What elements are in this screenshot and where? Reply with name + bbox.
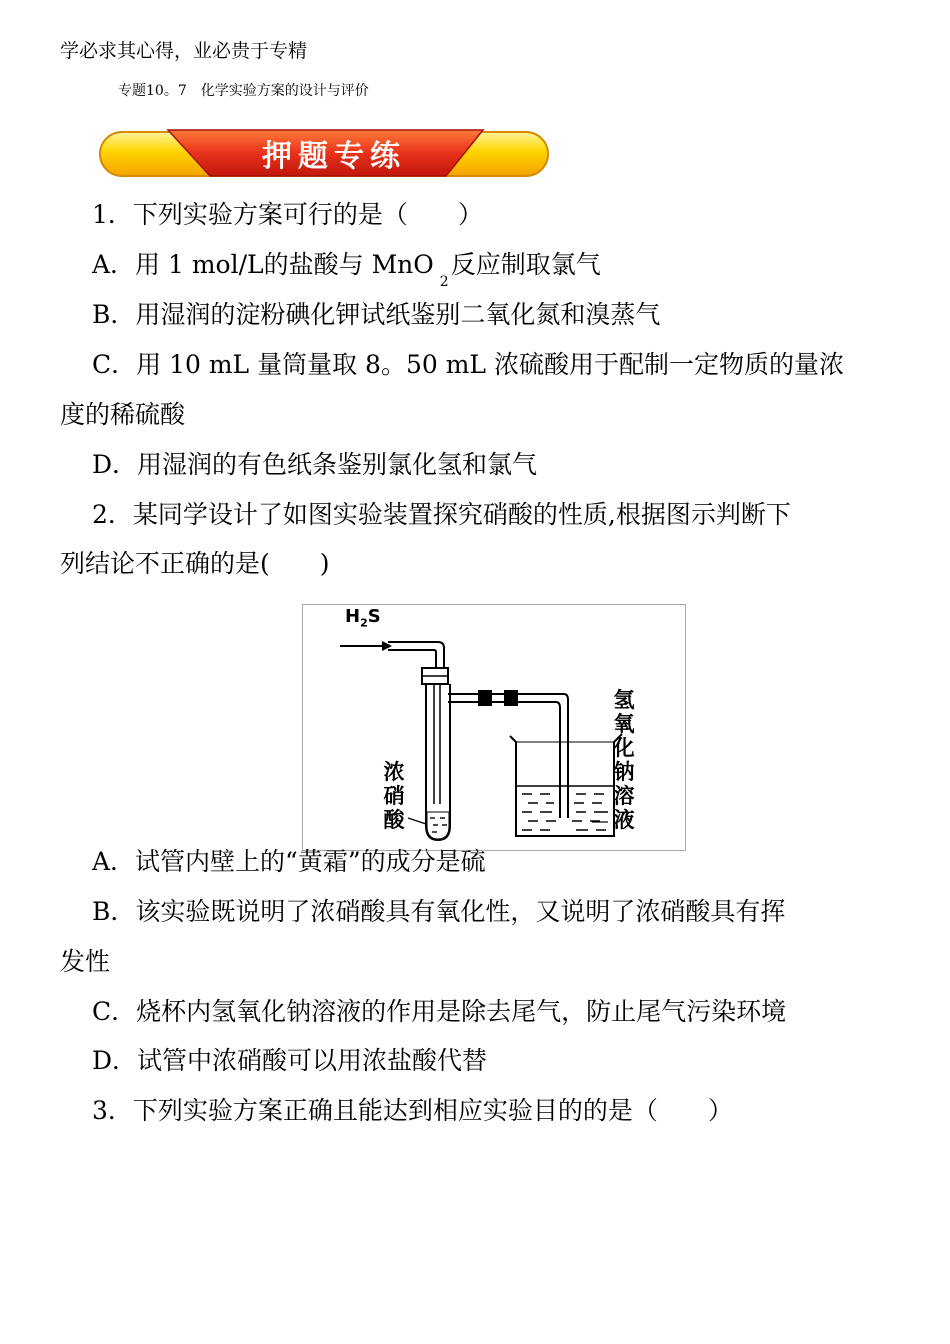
sodium-hydroxide-solution-label: 氢氧化钠溶液 [613,688,635,832]
q2-option-a: A．试管内壁上的“黄霜”的成分是硫 [92,847,486,876]
q1-option-c-cont: 度的稀硫酸 [60,400,186,429]
q1-option-a-tail: 反应制取氯气 [450,250,601,279]
q1-option-a-text: A．用 1 mol/L的盐酸与 MnO [92,250,434,279]
q1-option-d: D．用湿润的有色纸条鉴别氯化氢和氯气 [92,450,538,479]
rubber-connector [478,690,492,706]
q2-option-d: D．试管中浓硝酸可以用浓盐酸代替 [92,1046,488,1075]
q3-stem: 3．下列实验方案正确且能达到相应实验目的的是（ ） [92,1096,733,1125]
concentrated-nitric-acid-label: 浓硝酸 [383,760,405,832]
apparatus-figure [302,604,686,851]
topic-title: 专题10。7 化学实验方案的设计与评价 [118,83,369,99]
q2-option-b-cont: 发性 [60,947,111,976]
q1-stem: 1．下列实验方案可行的是（ ） [92,200,483,229]
page-header-motto: 学必求其心得，业必贵于专精 [60,40,308,62]
q1-option-c: C．用 10 mL 量筒量取 8。50 mL 浓硫酸用于配制一定物质的量浓 [92,350,844,379]
q2-option-b: B．该实验既说明了浓硝酸具有氧化性，又说明了浓硝酸具有挥 [92,897,786,926]
q2-stem-cont: 列结论不正确的是( ) [60,549,330,578]
gas-label: $H_2S$ [345,606,381,630]
q1-option-a-subscript: 2 [439,274,449,290]
q2-stem: 2．某同学设计了如图实验装置探究硝酸的性质,根据图示判断下 [92,500,791,529]
section-banner [98,126,550,180]
q1-option-a [92,250,601,290]
q2-option-c: C．烧杯内氢氧化钠溶液的作用是除去尾气，防止尾气污染环境 [92,997,787,1026]
banner-title: 押题专练 [262,139,406,174]
q1-option-b: B．用湿润的淀粉碘化钾试纸鉴别二氧化氮和溴蒸气 [92,300,661,329]
